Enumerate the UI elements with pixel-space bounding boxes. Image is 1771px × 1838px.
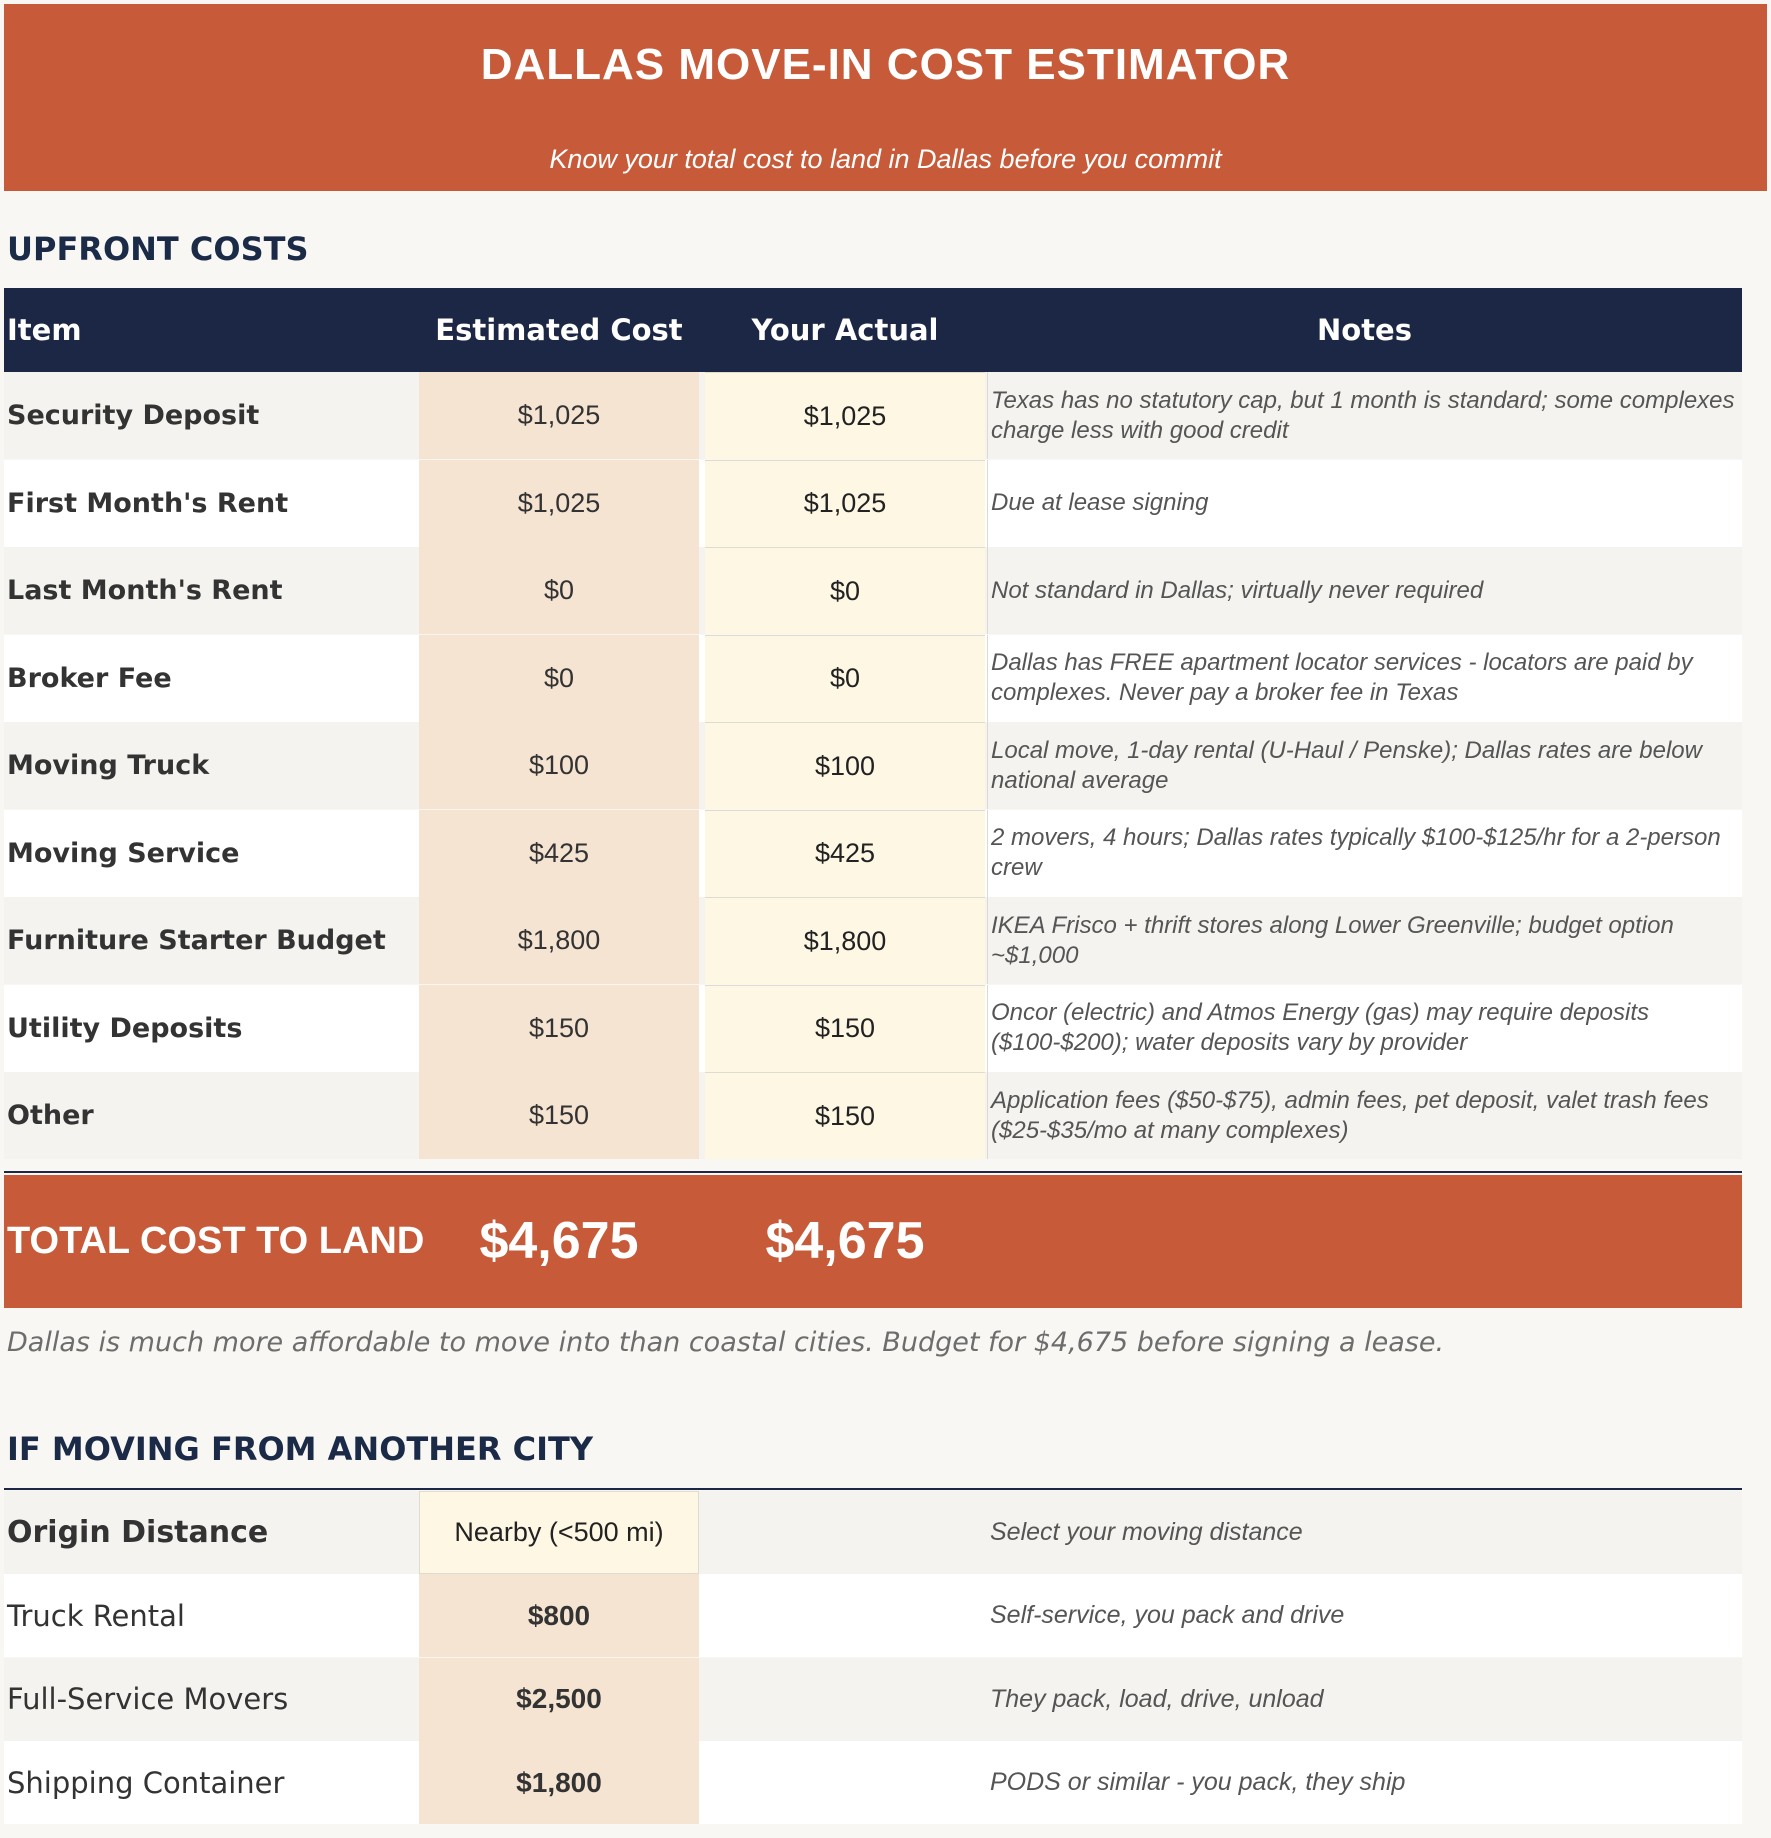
upfront-section-title: UPFRONT COSTS xyxy=(7,230,309,268)
relocation-option-note: Self-service, you pack and drive xyxy=(990,1601,1345,1629)
relocation-option-cost: $2,500 xyxy=(419,1658,699,1741)
row-actual-cost-input[interactable]: $1,025 xyxy=(705,460,985,547)
row-notes: Not standard in Dallas; virtually never required xyxy=(987,547,1742,634)
relocation-section-title: IF MOVING FROM ANOTHER CITY xyxy=(7,1430,594,1468)
total-estimated: $4,675 xyxy=(479,1212,639,1270)
origin-distance-select[interactable]: Nearby (<500 mi) xyxy=(419,1491,699,1574)
row-estimated-cost: $150 xyxy=(419,985,699,1072)
row-notes: Local move, 1-day rental (U-Haul / Penske); Dallas rates are below national average xyxy=(987,722,1742,809)
col-header-notes: Notes xyxy=(1317,313,1412,347)
relocation-option-cost: $800 xyxy=(419,1574,699,1657)
row-item-label: Other xyxy=(7,1100,94,1131)
row-actual-cost-input[interactable]: $1,025 xyxy=(705,372,985,459)
row-notes: Application fees ($50-$75), admin fees, pet deposit, valet trash fees ($25-$35/mo at many complexes) xyxy=(987,1072,1742,1159)
row-actual-cost-input[interactable]: $0 xyxy=(705,635,985,722)
row-item-label: Utility Deposits xyxy=(7,1012,243,1044)
table-row xyxy=(4,810,1742,897)
row-estimated-cost: $0 xyxy=(419,635,699,722)
row-estimated-cost: $100 xyxy=(419,722,699,809)
origin-distance-note: Select your moving distance xyxy=(990,1518,1303,1546)
total-label: TOTAL COST TO LAND xyxy=(7,1220,425,1262)
col-header-item: Item xyxy=(7,313,82,347)
total-row xyxy=(4,1175,1742,1308)
relocation-option-note: PODS or similar - you pack, they ship xyxy=(990,1768,1406,1796)
relocation-option-note: They pack, load, drive, unload xyxy=(990,1684,1324,1713)
row-item-label: Broker Fee xyxy=(7,662,172,694)
row-estimated-cost: $1,800 xyxy=(419,897,699,984)
relocation-option-label: Truck Rental xyxy=(7,1598,185,1633)
col-header-actual: Your Actual xyxy=(751,313,939,347)
row-notes: Texas has no statutory cap, but 1 month is standard; some complexes charge less with good credit xyxy=(987,372,1742,459)
table-row xyxy=(4,985,1742,1072)
row-estimated-cost: $425 xyxy=(419,810,699,897)
row-estimated-cost: $0 xyxy=(419,547,699,634)
row-estimated-cost: $1,025 xyxy=(419,460,699,547)
row-item-label: Security Deposit xyxy=(7,400,260,431)
row-notes: Dallas has FREE apartment locator services - locators are paid by complexes. Never pay a broker fee in Texas xyxy=(987,635,1742,722)
row-actual-cost-input[interactable]: $150 xyxy=(705,1072,985,1159)
origin-distance-row xyxy=(4,1491,1742,1574)
total-actual: $4,675 xyxy=(765,1212,925,1270)
origin-distance-label: Origin Distance xyxy=(7,1515,269,1550)
page-title: DALLAS MOVE-IN COST ESTIMATOR xyxy=(480,40,1291,89)
row-item-label: Last Month's Rent xyxy=(7,575,283,606)
relocation-option-label: Shipping Container xyxy=(7,1765,285,1800)
row-item-label: Moving Truck xyxy=(7,750,210,781)
row-notes: IKEA Frisco + thrift stores along Lower Greenville; budget option ~$1,000 xyxy=(987,897,1742,984)
row-actual-cost-input[interactable]: $0 xyxy=(705,547,985,634)
table-row xyxy=(4,547,1742,634)
table-row xyxy=(4,897,1742,984)
header-banner xyxy=(4,4,1767,191)
table-row xyxy=(4,460,1742,547)
row-actual-cost-input[interactable]: $1,800 xyxy=(705,897,985,984)
row-item-label: Furniture Starter Budget xyxy=(7,925,386,956)
upfront-table-header xyxy=(4,288,1742,372)
relocation-divider xyxy=(4,1488,1742,1490)
row-notes: Oncor (electric) and Atmos Energy (gas) may require deposits ($100-$200); water deposits vary by provider xyxy=(987,985,1742,1072)
page-subtitle: Know your total cost to land in Dallas before you commit xyxy=(549,144,1222,174)
list-item xyxy=(4,1658,1742,1741)
row-estimated-cost: $150 xyxy=(419,1072,699,1159)
table-row xyxy=(4,372,1742,459)
table-row xyxy=(4,722,1742,809)
row-item-label: Moving Service xyxy=(7,837,240,869)
col-header-estimated: Estimated Cost xyxy=(435,313,683,347)
row-actual-cost-input[interactable]: $150 xyxy=(705,985,985,1072)
summary-note: Dallas is much more affordable to move into than coastal cities. Budget for $4,675 before signing a lease. xyxy=(7,1327,1445,1358)
row-actual-cost-input[interactable]: $100 xyxy=(705,722,985,809)
row-actual-cost-input[interactable]: $425 xyxy=(705,810,985,897)
table-row xyxy=(4,635,1742,722)
table-row xyxy=(4,1072,1742,1159)
relocation-option-label: Full-Service Movers xyxy=(7,1682,289,1716)
row-notes: 2 movers, 4 hours; Dallas rates typically $100-$125/hr for a 2-person crew xyxy=(987,810,1742,897)
row-notes: Due at lease signing xyxy=(987,460,1742,547)
row-item-label: First Month's Rent xyxy=(7,487,289,519)
list-item xyxy=(4,1574,1742,1657)
list-item xyxy=(4,1741,1742,1824)
total-divider xyxy=(4,1171,1742,1173)
row-estimated-cost: $1,025 xyxy=(419,372,699,459)
relocation-option-cost: $1,800 xyxy=(419,1741,699,1824)
